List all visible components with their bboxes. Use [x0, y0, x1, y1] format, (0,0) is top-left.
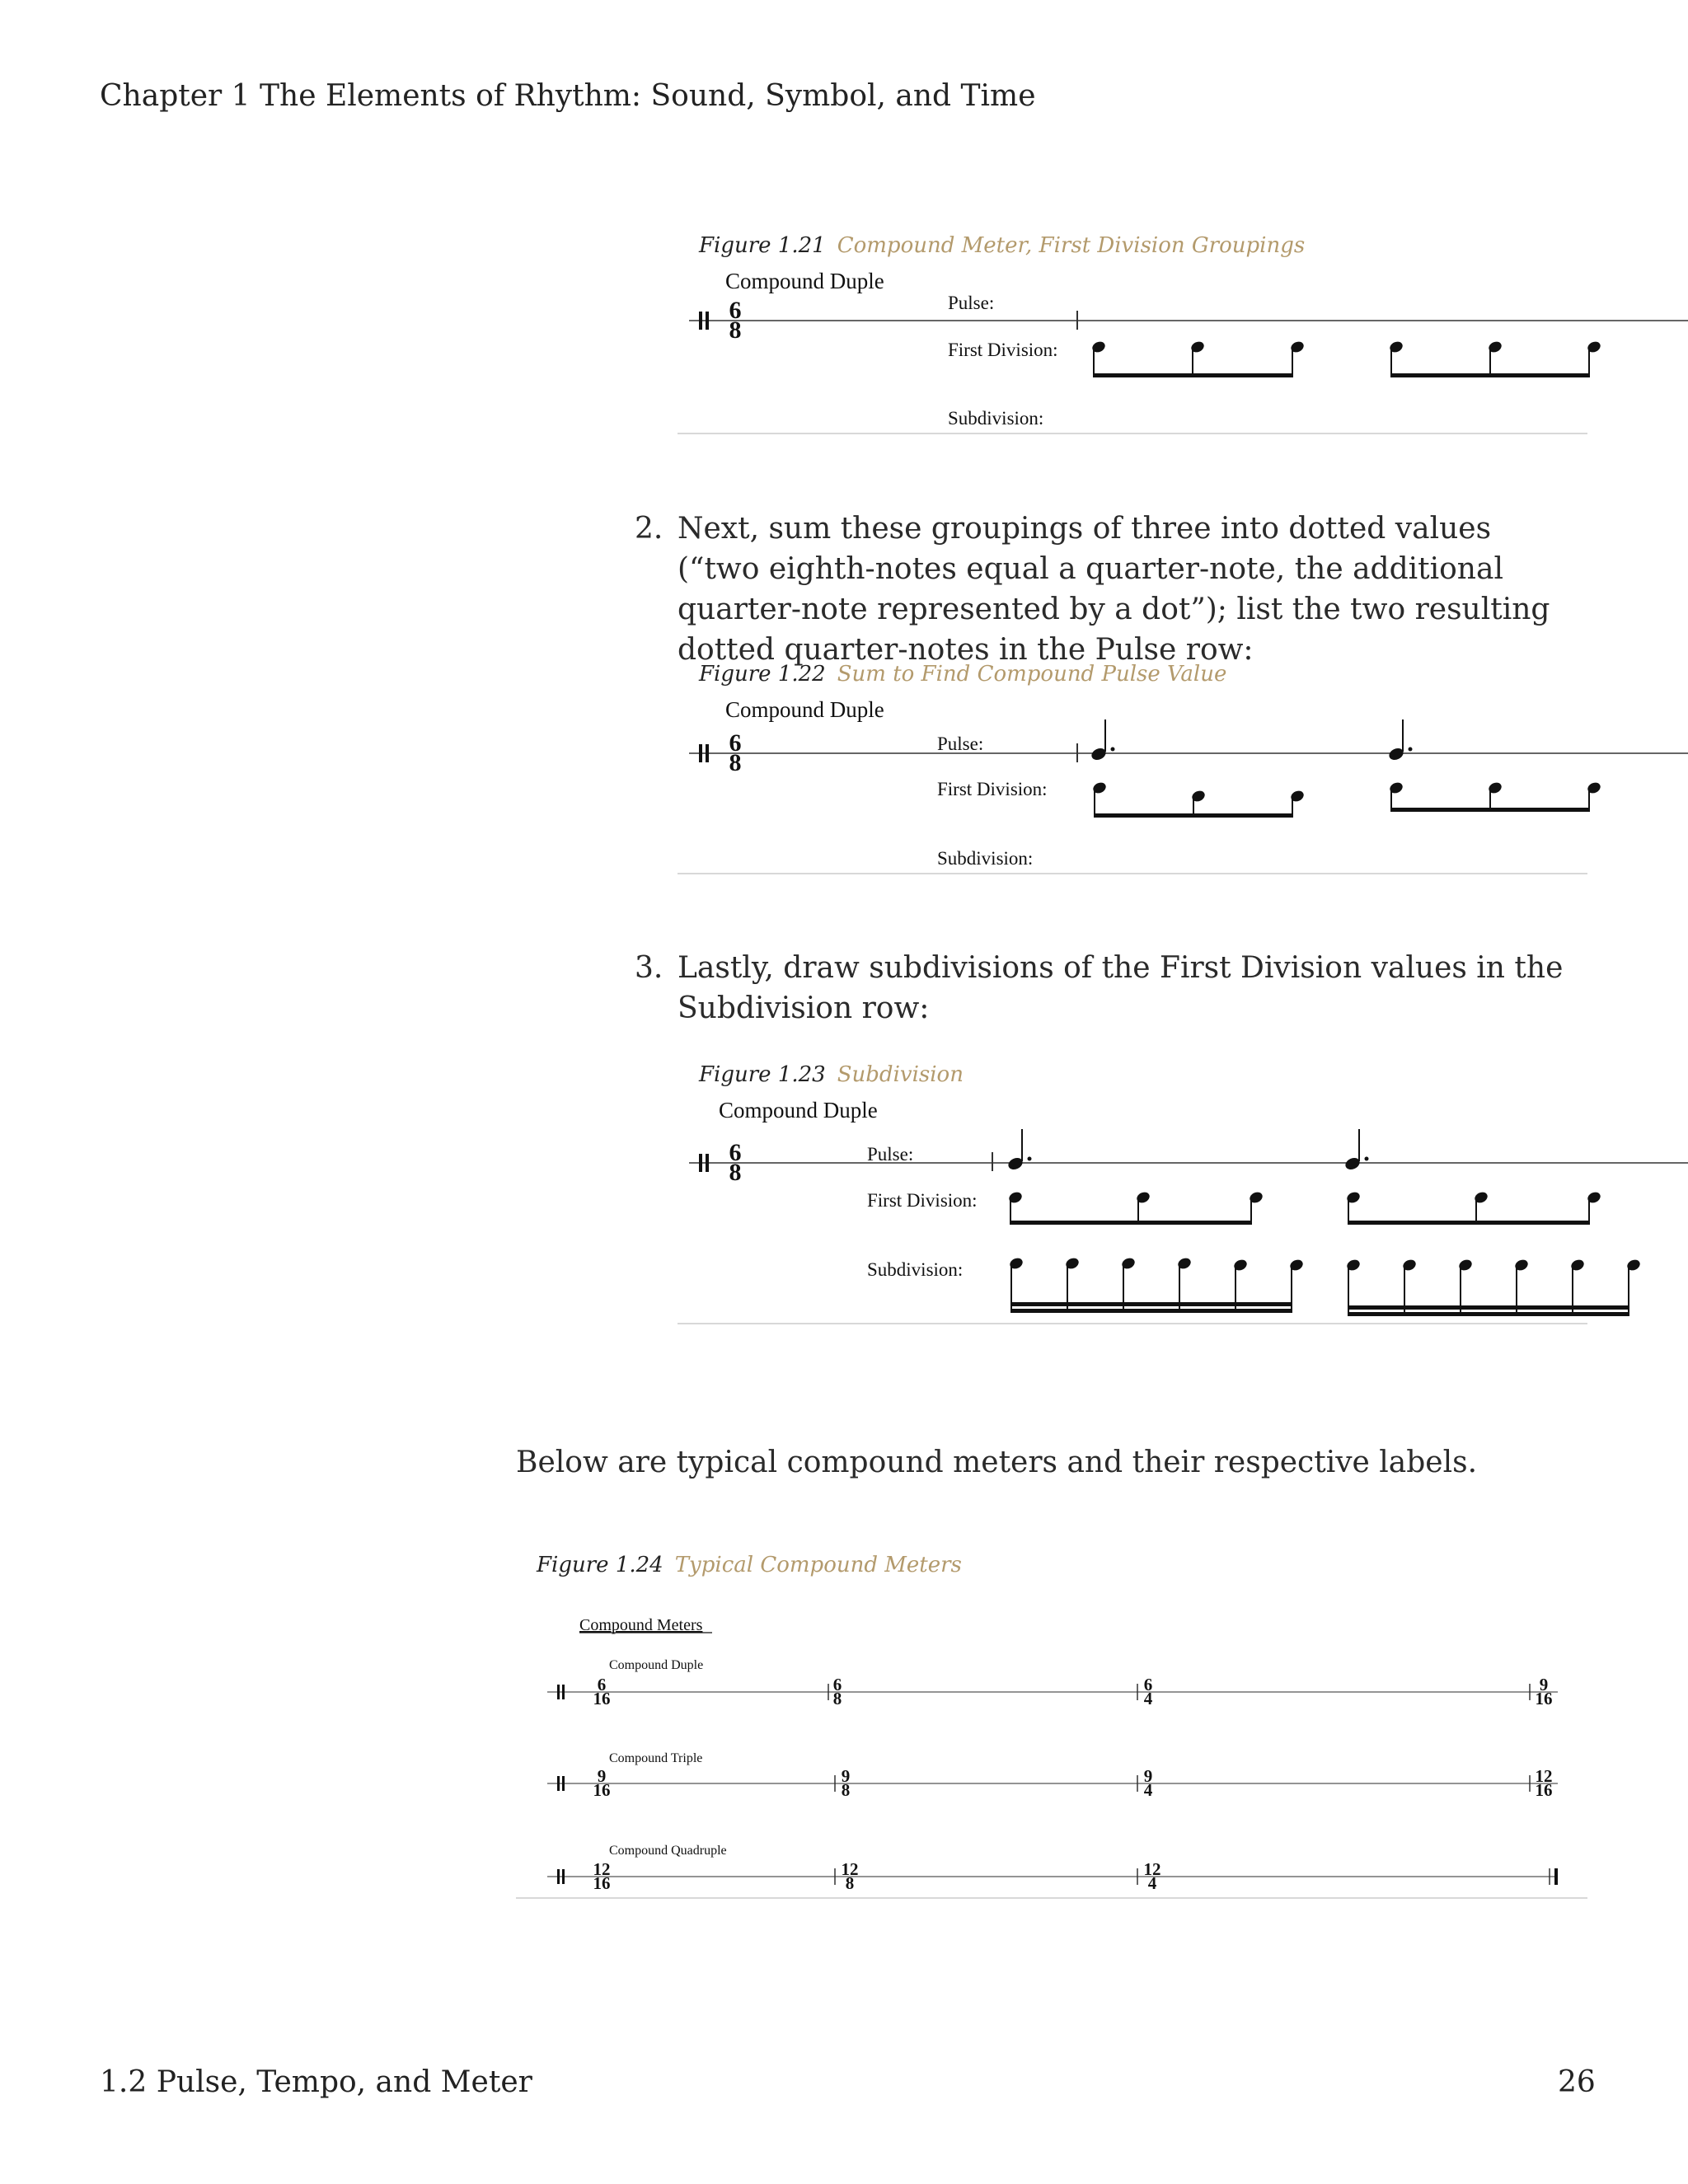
final-barline — [1554, 1868, 1558, 1885]
meter-top: 12 — [841, 1859, 859, 1879]
time-signature-bottom: 8 — [729, 1159, 742, 1186]
compound-intro-text: Below are typical compound meters and their respective labels. — [516, 1446, 1478, 1479]
pulse-label: Pulse: — [948, 293, 995, 313]
meter-top: 9 — [841, 1766, 851, 1786]
meter-bottom: 16 — [593, 1780, 611, 1800]
meter-top: 12 — [593, 1859, 611, 1879]
meter-top: 6 — [832, 1675, 842, 1694]
beam — [1390, 808, 1590, 812]
augmentation-dot — [1028, 1157, 1032, 1161]
meter-bottom: 4 — [1143, 1780, 1153, 1800]
running-head: Chapter 1 The Elements of Rhythm: Sound, Symbol, and Time — [100, 79, 1036, 113]
beam — [1093, 373, 1293, 377]
subdivision-label: Subdivision: — [867, 1259, 964, 1280]
beam — [1010, 1302, 1292, 1306]
time-signature-top: 6 — [729, 1139, 742, 1166]
barline-thick — [562, 1685, 565, 1699]
meter-row-label: Compound Quadruple — [609, 1844, 727, 1858]
barline-thick — [706, 744, 709, 762]
dotted-quarter-note — [1090, 719, 1114, 762]
first-division-label: First Division: — [937, 779, 1048, 799]
subdivision-label: Subdivision: — [937, 848, 1034, 869]
beam — [1348, 1305, 1629, 1310]
beam — [1348, 1221, 1590, 1225]
figure-number: Figure 1.21 — [699, 233, 826, 258]
meter-bottom: 16 — [593, 1873, 611, 1893]
meter-label: Compound Duple — [725, 269, 884, 293]
meter-top: 12 — [1143, 1859, 1161, 1879]
meter-bottom: 8 — [832, 1689, 842, 1708]
pulse-label: Pulse: — [867, 1144, 914, 1165]
barline-thick — [562, 1869, 565, 1884]
pulse-label: Pulse: — [937, 733, 984, 754]
figure-title: Typical Compound Meters — [674, 1553, 962, 1577]
subdivision-label: Subdivision: — [948, 408, 1044, 429]
time-signature-top: 6 — [729, 729, 742, 757]
augmentation-dot — [1365, 1157, 1369, 1161]
beam — [1094, 813, 1293, 818]
figure-number: Figure 1.24 — [537, 1553, 663, 1577]
meter-row-compound-duple — [547, 1658, 1558, 1708]
meter-bottom: 8 — [845, 1873, 855, 1893]
eighth-group — [1090, 340, 1306, 377]
time-signature-bottom: 8 — [729, 749, 742, 776]
barline-thick — [706, 312, 709, 330]
list-text: Lastly, draw subdivisions of the First Division values in the Subdivision row: — [678, 951, 1564, 1025]
meter-top: 6 — [597, 1675, 607, 1694]
barline-thick — [699, 312, 702, 330]
footer-section: 1.2 Pulse, Tempo, and Meter — [100, 2065, 532, 2099]
sixteenth-group — [1345, 1258, 1642, 1316]
augmentation-dot — [1111, 748, 1115, 752]
meter-top: 6 — [1143, 1675, 1153, 1694]
first-division-label: First Division: — [948, 340, 1058, 360]
meter-row-compound-quadruple — [547, 1844, 1558, 1893]
time-signature-top: 6 — [729, 297, 742, 324]
meter-row-label: Compound Duple — [609, 1658, 704, 1672]
barline-thick — [706, 1154, 709, 1172]
barline-thick — [557, 1869, 560, 1884]
dotted-quarter-note — [1343, 1129, 1368, 1172]
meter-top: 9 — [1143, 1766, 1153, 1786]
list-text: Next, sum these groupings of three into dotted values (“two eighth-notes equal a quarter-note, the additional quarter-note represented by a dot”); list the two resulting dotted quarter-notes in the Pulse row: — [678, 512, 1550, 667]
meter-bottom: 4 — [1143, 1689, 1153, 1708]
barline-thick — [562, 1776, 565, 1791]
time-signature-bottom: 8 — [729, 316, 742, 344]
eighth-group — [1091, 780, 1306, 818]
figure-1-24-notation — [516, 1616, 1587, 1898]
dotted-quarter-note — [1387, 719, 1412, 762]
meter-bottom: 8 — [841, 1780, 851, 1800]
figure-title: Sum to Find Compound Pulse Value — [837, 662, 1227, 687]
figure-1-23-notation — [678, 1098, 1688, 1324]
meter-row-label: Compound Triple — [609, 1751, 703, 1765]
figure-1-22-notation — [678, 697, 1688, 874]
meter-label: Compound Duple — [725, 697, 884, 722]
barline-thick — [699, 1154, 702, 1172]
barline-thick — [699, 744, 702, 762]
beam — [1010, 1221, 1252, 1225]
list-number: 2. — [635, 512, 663, 546]
eighth-group — [1007, 1190, 1264, 1225]
beam — [1010, 1309, 1292, 1313]
barline-thick — [557, 1685, 560, 1699]
first-division-label: First Division: — [867, 1190, 978, 1211]
meter-top: 9 — [597, 1766, 607, 1786]
meter-bottom: 16 — [1535, 1689, 1553, 1708]
figure-number: Figure 1.23 — [699, 1062, 826, 1087]
figure-title: Compound Meter, First Division Groupings — [837, 233, 1306, 258]
meter-row-compound-triple — [547, 1751, 1558, 1800]
figure-title: Subdivision — [837, 1062, 964, 1087]
beam — [1348, 1312, 1629, 1316]
list-number: 3. — [635, 951, 663, 985]
beam — [1390, 373, 1590, 377]
figure-1-21-notation — [678, 269, 1688, 434]
meter-bottom: 4 — [1147, 1873, 1157, 1893]
page-number: 26 — [1558, 2065, 1596, 2099]
meter-label: Compound Duple — [719, 1098, 878, 1122]
augmentation-dot — [1409, 748, 1413, 752]
meter-bottom: 16 — [593, 1689, 611, 1708]
sixteenth-group — [1008, 1256, 1305, 1313]
figure-number: Figure 1.22 — [699, 662, 826, 687]
meter-top: 12 — [1535, 1766, 1553, 1786]
compound-meters-heading: Compound Meters — [579, 1616, 703, 1634]
dotted-quarter-note — [1006, 1129, 1031, 1172]
eighth-group — [1388, 340, 1602, 377]
meter-top: 9 — [1539, 1675, 1549, 1694]
eighth-group — [1345, 1190, 1602, 1225]
meter-bottom: 16 — [1535, 1780, 1553, 1800]
barline-thick — [557, 1776, 560, 1791]
eighth-group — [1388, 780, 1602, 812]
